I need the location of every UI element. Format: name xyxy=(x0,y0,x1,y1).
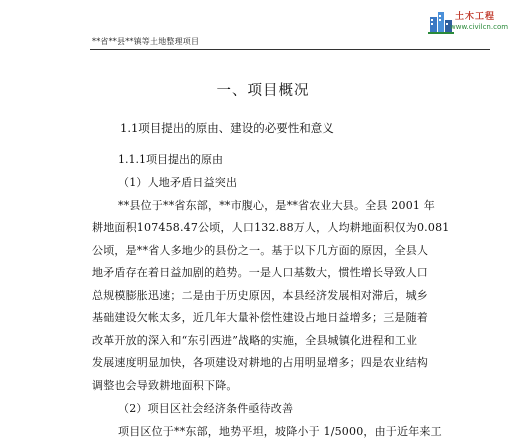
paragraph-line: 调整也会导致耕地面积下降。 xyxy=(92,379,238,392)
chapter-title: 一、项目概况 xyxy=(216,83,310,99)
paragraph-line: 总规模膨胀迅速；二是由于历史原因，本县经济发展相对滞后，城乡 xyxy=(92,289,428,302)
paragraph-line: 耕地面积107458.47公顷，人口132.88万人，人均耕地面积仅为0.081 xyxy=(92,221,450,234)
header-divider xyxy=(90,49,490,50)
paragraph-line: **县位于**省东部，**市腹心，是**省农业大县。全县 2001 年 xyxy=(118,199,435,212)
paragraph-line: 改革开放的深入和“东引西进”战略的实施，全县城镇化进程和工业 xyxy=(92,334,418,347)
paragraph-line: 地矛盾存在着日益加剧的趋势。一是人口基数大，惯性增长导致人口 xyxy=(92,266,428,279)
paragraph-line: 公顷，是**省人多地少的县份之一。基于以下几方面的原因，全县人 xyxy=(92,244,429,257)
section-heading-1-1: 1.1项目提出的原由、建设的必要性和意义 xyxy=(120,121,334,135)
subheading-1: （1）人地矛盾日益突出 xyxy=(118,176,238,189)
site-logo[interactable] xyxy=(428,7,520,37)
paragraph-line: 发展速度明显加快，各项建设对耕地的占用明显增多；四是农业结构 xyxy=(92,356,428,369)
section-heading-1-1-1: 1.1.1项目提出的原由 xyxy=(118,153,223,166)
paragraph-line: 基础建设欠帐太多，近几年大量补偿性建设占地日益增多；三是随着 xyxy=(92,311,428,324)
logo-url[interactable]: www.civilcn.com xyxy=(450,23,509,31)
paragraph-line: 项目区位于**东部，地势平坦，坡降小于 1/5000，由于近年来工 xyxy=(118,425,442,438)
subheading-2: （2）项目区社会经济条件亟待改善 xyxy=(118,402,294,415)
running-header: **省**县**镇等土地整理项目 xyxy=(92,37,200,46)
building-icon xyxy=(428,9,454,35)
logo-title: 土木工程 xyxy=(455,12,496,22)
